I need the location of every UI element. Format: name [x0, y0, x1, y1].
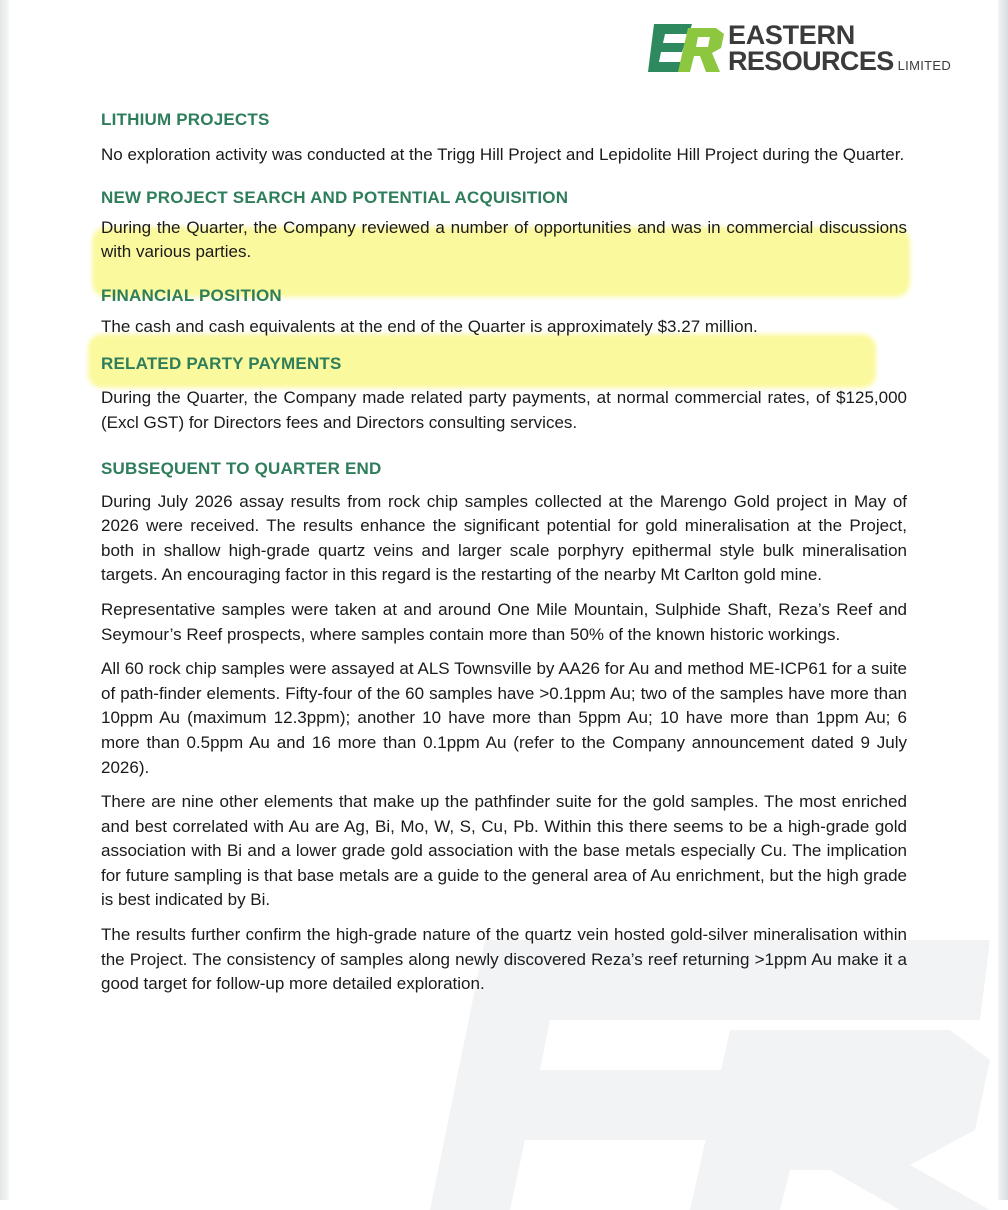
section-paragraph-3: All 60 rock chip samples were assayed at ALS Townsville by AA26 for Au and method ME-ICP61 for a suite of path-finder elements. Fifty-four of the 60 samples have >0.1ppm Au; two of the samples have more than 10ppm Au (maximum 12.3ppm); another 10 have more than 5ppm Au; 10 have more than 1ppm Au; 6 more than 0.5ppm Au and 16 more than 0.1ppm Au (refer to the Company announcement dated 9 July 2026). — [101, 659, 907, 777]
section-paragraph-1: During July 2026 assay results from rock chip samples collected at the Marengo Gold project in May of 2026 were received. The results enhance the significant potential for gold mineralisation at the Project, both in shallow high-grade quartz veins and larger scale porphyry epithermal style bulk mineralisation targets. An encouraging factor in this regard is the restarting of the nearby Mt Carlton gold mine. — [101, 491, 907, 585]
section-body-new-project: During the Quarter, the Company reviewed a number of opportunities and was in commercial discussions with various parties. — [101, 217, 907, 262]
logo-limited: LIMITED — [897, 58, 952, 73]
section-heading-new-project: NEW PROJECT SEARCH AND POTENTIAL ACQUISITION — [101, 187, 569, 207]
section-paragraph-2: Representative samples were taken at and around One Mile Mountain, Sulphide Shaft, Reza’s Reef and Seymour’s Reef prospects, where samples contain more than 50% of the known historic workings. — [101, 599, 907, 644]
logo-line-eastern: EASTERN — [728, 20, 855, 50]
section-heading-related-party: RELATED PARTY PAYMENTS — [101, 354, 342, 374]
er-monogram-icon — [648, 20, 726, 76]
logo-line-resources: RESOURCES — [728, 46, 894, 76]
section-body-financial: The cash and cash equivalents at the end of the Quarter is approximately $3.27 million. — [101, 316, 758, 336]
document-body — [101, 108, 907, 997]
section-heading-financial: FINANCIAL POSITION — [101, 285, 282, 305]
section-paragraph-4: There are nine other elements that make up the pathfinder suite for the gold samples. The most enriched and best correlated with Au are Ag, Bi, Mo, W, S, Cu, Pb. Within this there seems to be a high-grade gold association with Bi and a lower grade gold association with the base metals especially Cu. The implication for future sampling is that base metals are a guide to the general area of Au enrichment, but the high grade is best indicated by Bi. — [101, 792, 907, 910]
section-paragraph-5: The results further confirm the high-grade nature of the quartz vein hosted gold-silver mineralisation within the Project. The consistency of samples along newly discovered Reza’s reef returning >1ppm Au make it a good target for follow-up more detailed exploration. — [101, 925, 907, 994]
page-edge-right — [998, 0, 1008, 1200]
section-body-related-party: During the Quarter, the Company made related party payments, at normal commercial rates, of $125,000 (Excl GST) for Directors fees and Directors consulting services. — [101, 388, 907, 432]
section-heading-subsequent: SUBSEQUENT TO QUARTER END — [101, 458, 382, 478]
section-body-lithium: No exploration activity was conducted at the Trigg Hill Project and Lepidolite Hill Project during the Quarter. — [101, 145, 905, 164]
page-edge-left — [0, 0, 9, 1200]
section-heading-lithium: LITHIUM PROJECTS — [101, 110, 270, 129]
company-logo — [648, 20, 952, 80]
